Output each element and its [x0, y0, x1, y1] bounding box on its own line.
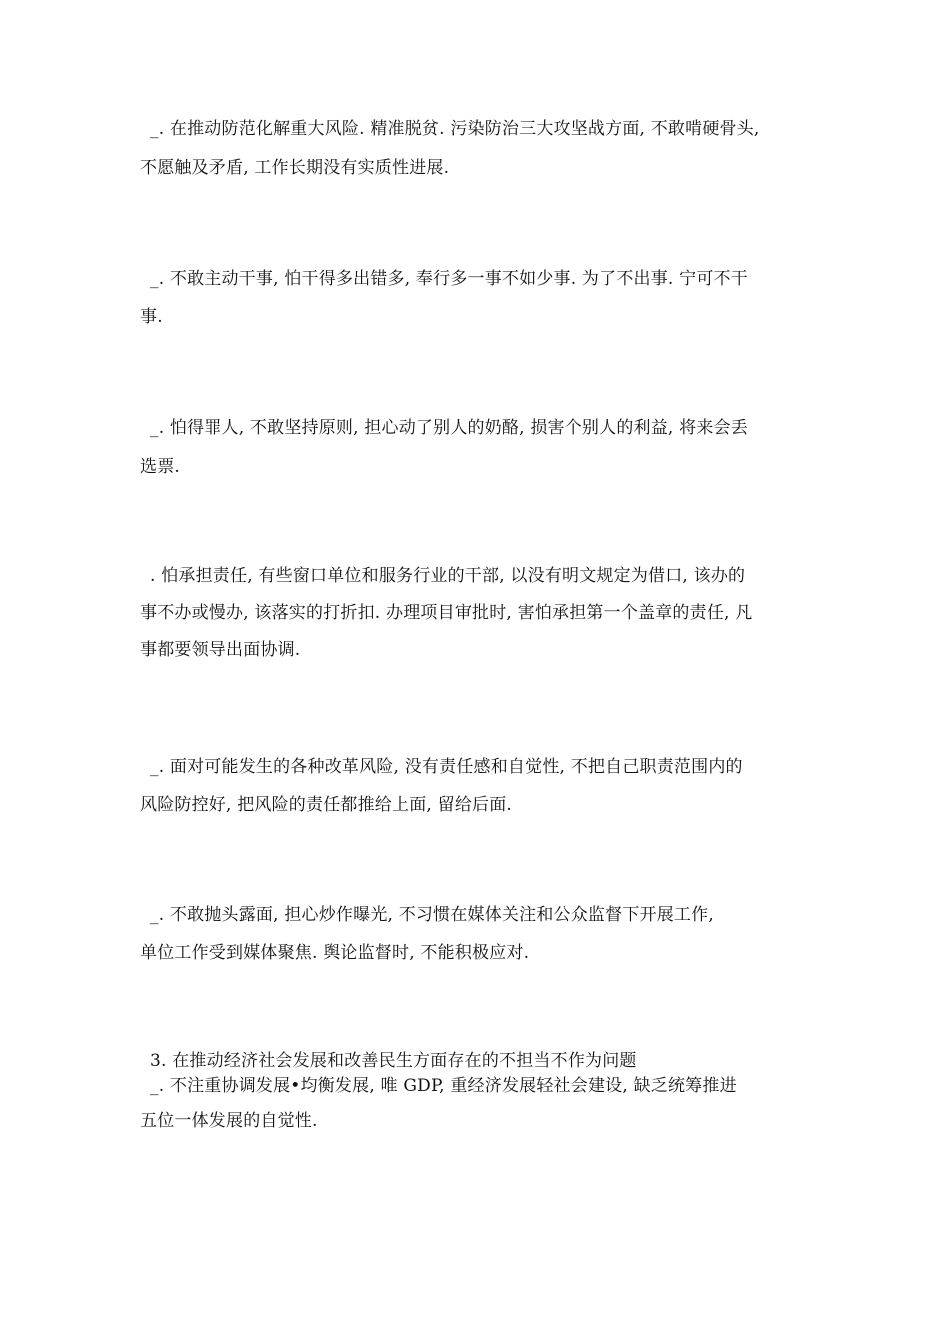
paragraph-line: 事不办或慢办, 该落实的打折扣. 办理项目审批时, 害怕承担第一个盖章的责任, 凡: [140, 603, 753, 623]
paragraph-line: _. 在推动防范化解重大风险. 精准脱贫. 污染防治三大攻坚战方面, 不敢啃硬骨头,: [150, 119, 760, 139]
paragraph-line: _. 不注重协调发展•均衡发展, 唯 GDP, 重经济发展轻社会建设, 缺乏统筹推进: [150, 1076, 737, 1096]
paragraph-line: 选票.: [140, 457, 181, 477]
paragraph-line: _. 怕得罪人, 不敢坚持原则, 担心动了别人的奶酪, 损害个别人的利益, 将来会丢: [150, 418, 748, 438]
paragraph-line: 不愿触及矛盾, 工作长期没有实质性进展.: [140, 158, 450, 178]
paragraph-line: 风险防控好, 把风险的责任都推给上面, 留给后面.: [140, 795, 513, 815]
paragraph-line: . 怕承担责任, 有些窗口单位和服务行业的干部, 以没有明文规定为借口, 该办的: [150, 566, 746, 586]
paragraph-line: 单位工作受到媒体聚焦. 舆论监督时, 不能积极应对.: [140, 943, 530, 963]
paragraph-line: _. 面对可能发生的各种改革风险, 没有责任感和自觉性, 不把自己职责范围内的: [150, 757, 743, 777]
paragraph-line: _. 不敢主动干事, 怕干得多出错多, 奉行多一事不如少事. 为了不出事. 宁可不干: [150, 269, 748, 289]
paragraph-line: 事.: [140, 307, 163, 327]
paragraph-line: _. 不敢抛头露面, 担心炒作曝光, 不习惯在媒体关注和公众监督下开展工作,: [150, 905, 714, 925]
paragraph-line: 事都要领导出面协调.: [140, 640, 301, 660]
paragraph-line: 五位一体发展的自觉性.: [140, 1111, 318, 1131]
section-heading: 3. 在推动经济社会发展和改善民生方面存在的不担当不作为问题: [150, 1051, 637, 1071]
